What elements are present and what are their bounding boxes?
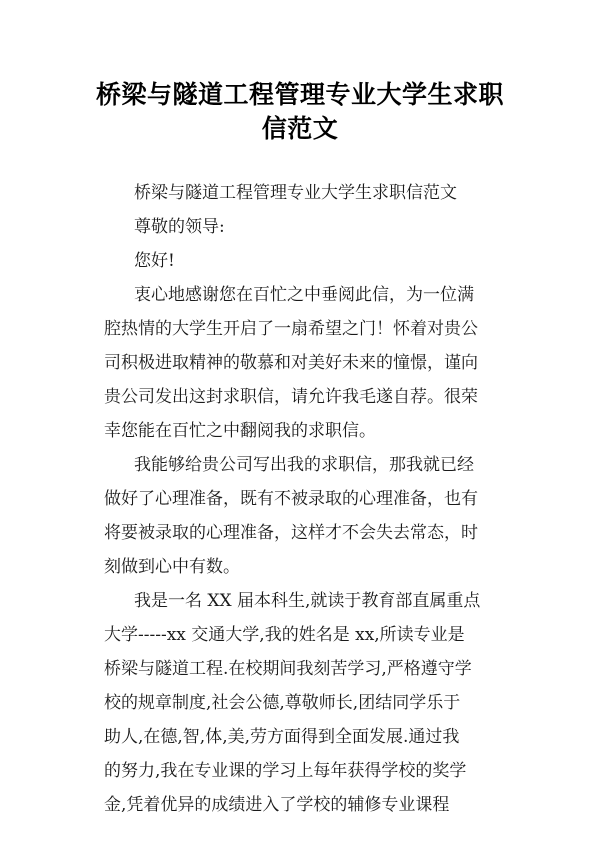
paragraph-3-line: 校的规章制度,社会公德,尊敬师长,团结同学乐于: [104, 693, 461, 713]
paragraph-3-line: 金,凭着优异的成绩进入了学校的辅修专业课程: [104, 795, 450, 815]
paragraph-2-line: 做好了心理准备，既有不被录取的心理准备，也有: [104, 489, 478, 509]
paragraph-3-line: 助人,在德,智,体,美,劳方面得到全面发展.通过我: [104, 727, 460, 747]
paragraph-1-line: 幸您能在百忙之中翻阅我的求职信。: [104, 421, 376, 441]
document-title-line-1: 桥梁与隧道工程管理专业大学生求职: [95, 80, 504, 109]
salutation: 尊敬的领导:: [134, 217, 225, 237]
paragraph-1-line: 衷心地感谢您在百忙之中垂阅此信，为一位满: [134, 285, 474, 305]
paragraph-3-line: 我是一名 XX 届本科生,就读于教育部直属重点: [134, 591, 481, 611]
paragraph-3-line: 大学-----xx 交通大学,我的姓名是 xx,所读专业是: [104, 625, 465, 645]
paragraph-3-line: 的努力,我在专业课的学习上每年获得学校的奖学: [104, 761, 467, 781]
paragraph-2-line: 刻做到心中有数。: [104, 557, 240, 577]
paragraph-1-line: 司积极进取精神的敬慕和对美好未来的憧憬，谨向: [104, 353, 478, 373]
document-title-line-2: 信范文: [261, 114, 339, 143]
paragraph-2-line: 将要被录取的心理准备，这样才不会失去常态，时: [104, 523, 478, 543]
letter-subtitle: 桥梁与隧道工程管理专业大学生求职信范文: [134, 183, 457, 203]
paragraph-2-line: 我能够给贵公司写出我的求职信，那我就已经: [134, 455, 474, 475]
paragraph-1-line: 腔热情的大学生开启了一扇希望之门！怀着对贵公: [104, 319, 478, 339]
paragraph-1-line: 贵公司发出这封求职信，请允许我毛遂自荐。很荣: [104, 387, 478, 407]
paragraph-3-line: 桥梁与隧道工程.在校期间我刻苦学习,严格遵守学: [104, 659, 472, 679]
greeting: 您好!: [134, 251, 175, 271]
